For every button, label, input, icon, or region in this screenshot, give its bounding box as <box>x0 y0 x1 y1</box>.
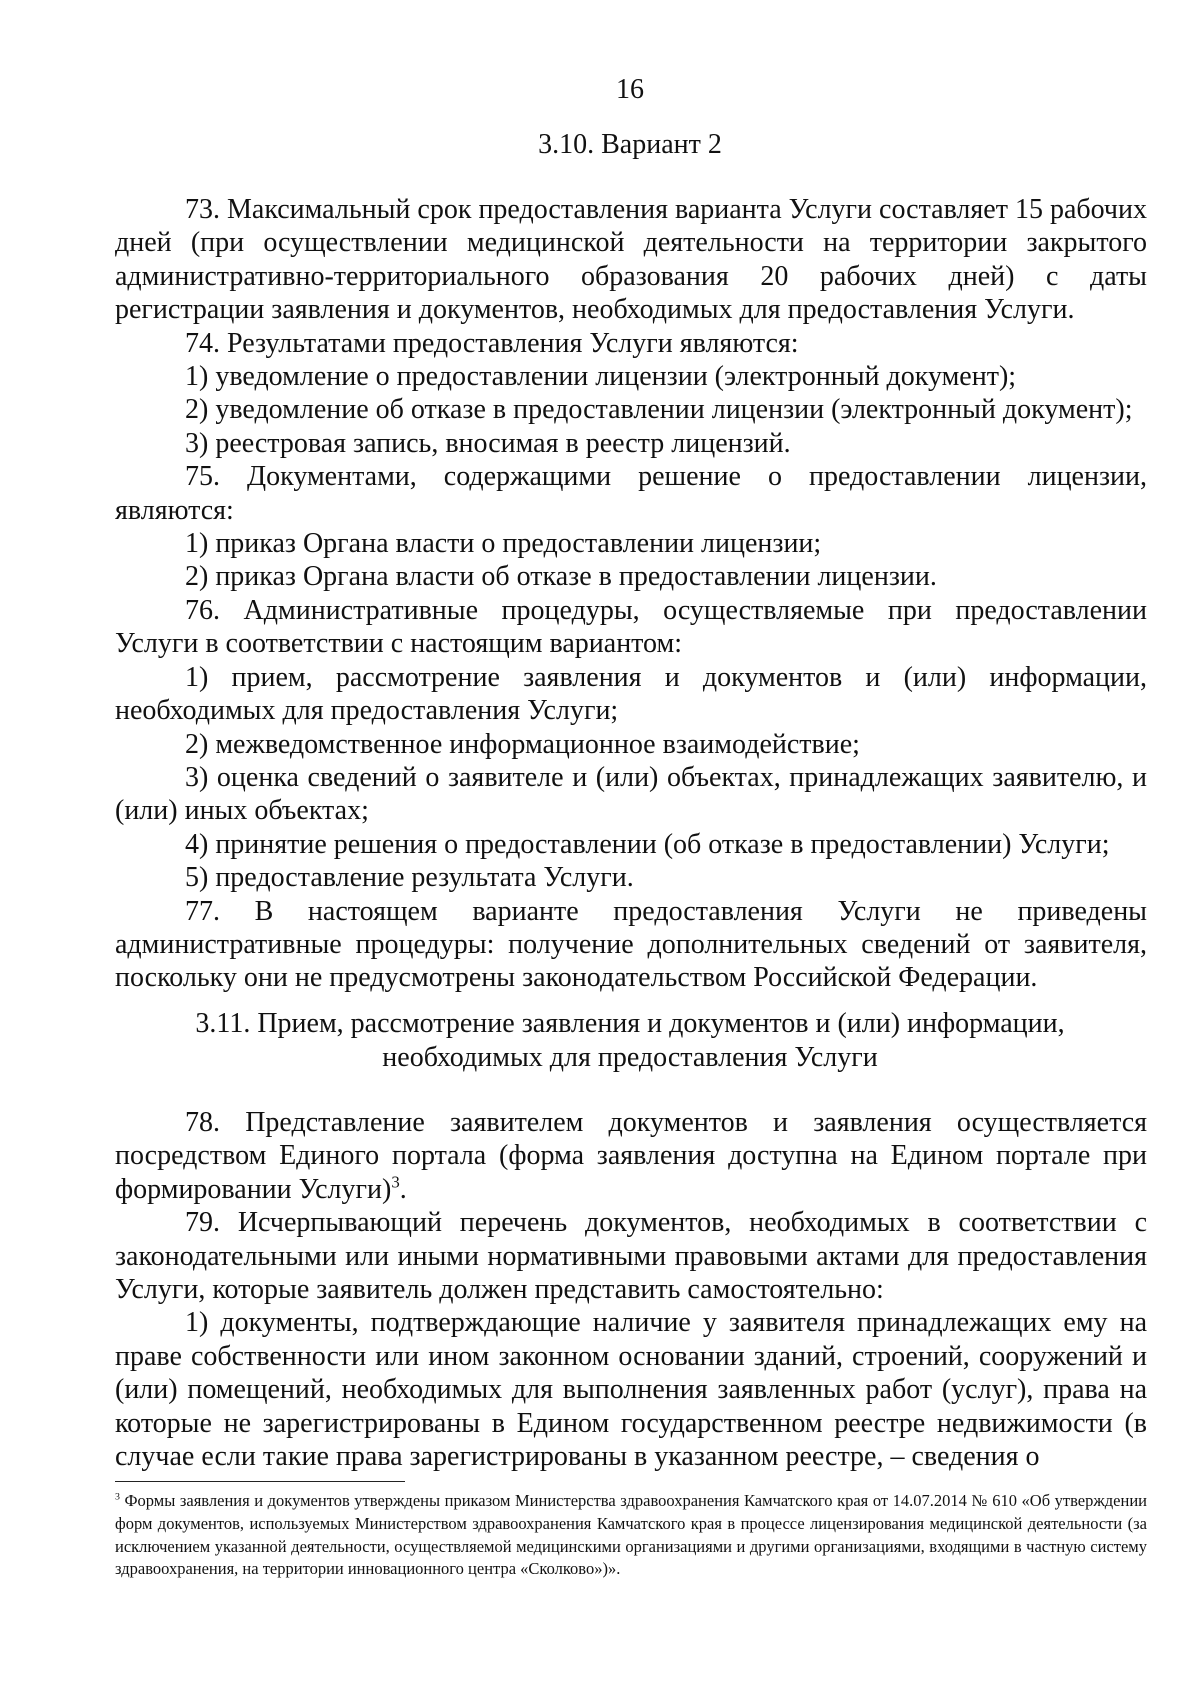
section-title-3-11 <box>0 1007 1200 1075</box>
footnote-text <box>115 1490 1147 1581</box>
section-3-11-body <box>115 1106 1147 1473</box>
section-3-10-body <box>115 193 1147 995</box>
footnote-marker: 3 <box>115 1491 120 1503</box>
list-item: 3) оценка сведений о заявителе и (или) объектах, принадлежащих заявителю, и (или) иных объектах; <box>115 761 1147 827</box>
list-item: 3) реестровая запись, вносимая в реестр лицензий. <box>185 427 791 459</box>
footnote-divider <box>115 1481 405 1482</box>
page-number: 16 <box>616 74 644 105</box>
list-item: 2) приказ Органа власти об отказе в предоставлении лицензии. <box>185 561 937 593</box>
list-item: 2) межведомственное информационное взаимодействие; <box>185 728 860 760</box>
footnote-body: Формы заявления и документов утверждены приказом Министерства здравоохранения Камчатского края от 14.07.2014 № 610 «Об утверждении форм документов, используемых Министерством здравоохранения Камчатского края в процессе лицензирования медицинской деятельности (за исключением указанной деятельности, осуществляемой медицинскими организациями и другими организациями, входящими в частную систему здравоохранения, на территории инновационного центра «Сколково»)». <box>115 1491 1147 1579</box>
paragraph-77: 77. В настоящем варианте предоставления Услуги не приведены административные процедуры: получение дополнительных сведений от заявителя, поскольку они не предусмотрены законодательством Российской Федерации. <box>115 895 1147 994</box>
paragraph-78 <box>115 1106 1147 1206</box>
paragraph-76: 76. Административные процедуры, осуществляемые при предоставлении Услуги в соответствии с настоящим вариантом: <box>115 594 1147 660</box>
list-item: 4) принятие решения о предоставлении (об отказе в предоставлении) Услуги; <box>185 828 1110 860</box>
list-item: 5) предоставление результата Услуги. <box>185 862 634 894</box>
list-item: 1) документы, подтверждающие наличие у заявителя принадлежащих ему на праве собственности или ином законном основании зданий, строений, сооружений и (или) помещений, необходимых для выполнения заявленных работ (услуг), права на которые не зарегистрированы в Едином государственном реестре недвижимости (в случае если такие права зарегистрированы в указанном реестре, – сведения о <box>115 1307 1147 1473</box>
section-title-line-2: необходимых для предоставления Услуги <box>382 1042 878 1073</box>
section-title-line-1: 3.11. Прием, рассмотрение заявления и документов и (или) информации, <box>195 1008 1065 1039</box>
list-item: 1) уведомление о предоставлении лицензии (электронный документ); <box>185 361 1017 393</box>
paragraph-73: 73. Максимальный срок предоставления варианта Услуги составляет 15 рабочих дней (при осуществлении медицинской деятельности на территории закрытого административно-территориального образования 20 рабочих дней) с даты регистрации заявления и документов, необходимых для предоставления Услуги. <box>115 194 1147 326</box>
list-item: 2) уведомление об отказе в предоставлении лицензии (электронный документ); <box>185 394 1133 426</box>
paragraph-74: 74. Результатами предоставления Услуги являются: <box>185 327 799 359</box>
list-item: 1) приказ Органа власти о предоставлении лицензии; <box>185 528 822 560</box>
footnote-reference: 3 <box>391 1172 400 1192</box>
list-item: 1) прием, рассмотрение заявления и документов и (или) информации, необходимых для предоставления Услуги; <box>115 661 1147 727</box>
paragraph-75: 75. Документами, содержащими решение о предоставлении лицензии, являются: <box>115 461 1147 526</box>
paragraph-79: 79. Исчерпывающий перечень документов, необходимых в соответствии с законодательными или иными нормативными правовыми актами для предоставления Услуги, которые заявитель должен представить самостоятельно: <box>115 1207 1147 1306</box>
paragraph-78-text: 78. Представление заявителем документов и заявления осуществляется посредством Единого портала (форма заявления доступна на Едином портале при формировании Услуги) <box>115 1107 1147 1205</box>
section-title-3-10: 3.10. Вариант 2 <box>538 129 722 160</box>
paragraph-78-end: . <box>399 1173 407 1205</box>
footnote <box>115 1490 1147 1581</box>
